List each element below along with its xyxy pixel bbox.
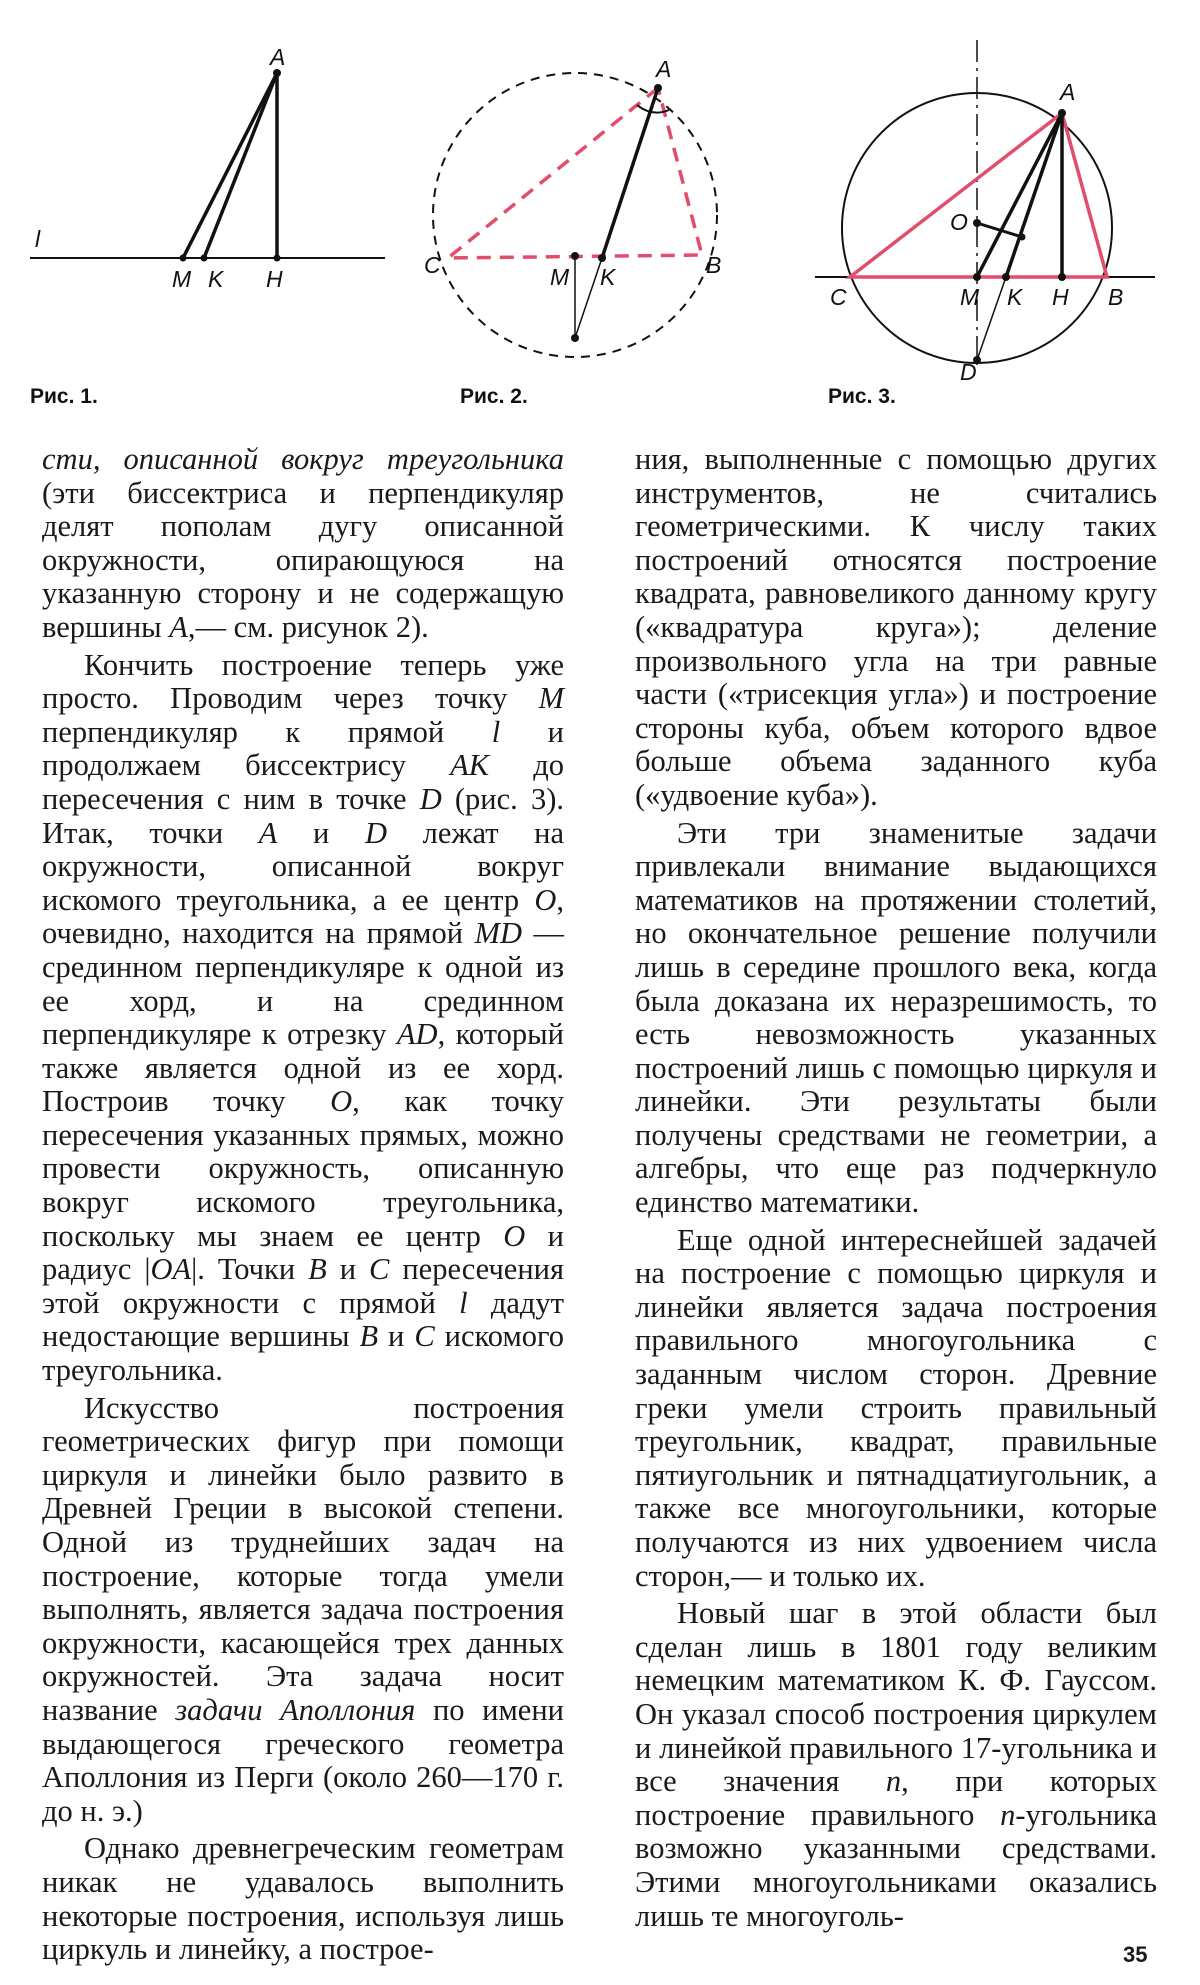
paragraph (42, 1832, 564, 1966)
label-b: B (1108, 284, 1124, 310)
label-m: M (550, 264, 570, 290)
text-span: Кончить построение теперь уже просто. Проводим через точку (42, 647, 564, 716)
text-span: (эти биссектриса и перпендикуляр делят пополам дугу описанной окружности, опирающуюся на указанную сторону и не содержащую вершины (42, 475, 564, 644)
text-span: перпендикуляр к прямой (42, 714, 492, 749)
text-span: и радиус | (42, 1218, 565, 1287)
left-column (42, 443, 564, 1971)
text-span: ,— см. рисунок 2). (187, 609, 429, 644)
figure-3 (810, 40, 1160, 385)
triangle-abc (448, 88, 702, 258)
paragraph: ния, выполненные с помощью других инструментов, не считались геометрическими. К числу таких построений относятся построение квадрата, равновеликого данному кругу («квадратура круга»); деление произвольного угла на три равные части («трисекция угла») и построение стороны куба, объем которого вдвое больше объема заданного куба («удвоение куба»). (635, 442, 1157, 812)
text-span: (рис. 3). Итак, точки (42, 781, 564, 850)
figure-3-drawing (810, 40, 1160, 385)
label-b: B (706, 252, 722, 278)
label-a: A (270, 44, 286, 70)
math-var: B (359, 1319, 379, 1354)
paragraph (635, 1597, 1157, 1933)
bisector-ak (602, 88, 658, 258)
text-span: и (326, 1252, 370, 1287)
point-a (654, 84, 662, 92)
text-span: искомого треугольника. (42, 1319, 564, 1388)
point-m (571, 252, 579, 260)
label-d: D (960, 359, 977, 385)
point-k (1002, 273, 1010, 281)
math-var: C (369, 1252, 390, 1287)
math-var: O (503, 1218, 526, 1253)
point-m (973, 273, 981, 281)
text-span: Искусство построения геометрических фигур при помощи циркуля и линейки было развито в Древней Греции в высокой степени. Одной из труднейших задач на построение, которые тогда умели выполнять, является задача построения окружности, касающейся трех данных окружностей. Эта задача носит название (42, 1390, 564, 1727)
point-h (274, 255, 281, 262)
label-l: l (35, 226, 41, 252)
figure-2 (420, 55, 740, 355)
paragraph (42, 443, 564, 645)
paragraph: Еще одной интереснейшей задачей на построение с помощью циркуля и линейки является задача построения правильного многоугольника с заданным числом сторон. Древние греки умели строить правильный треугольник, квадрат, правильные пятиугольник и пятнадцатиугольник, а также все многоугольники, которые получаются из них удвоением числа сторон,— и только их. (635, 1222, 1157, 1593)
figure-1 (30, 44, 390, 305)
italic-phrase: задачи Аполлония (175, 1692, 416, 1727)
segment-am (977, 113, 1062, 277)
label-a: A (1060, 79, 1076, 105)
math-var: D (419, 781, 442, 816)
label-c: C (424, 252, 441, 278)
paragraph (42, 1392, 564, 1829)
text-span: — срединном перпендикуляре к одной из ее хорд, и на срединном перпендикуляре к отрезку (42, 916, 565, 1052)
math-var: M (538, 681, 564, 716)
figure-2-caption: Рис. 2. (460, 385, 528, 408)
point-k (201, 255, 208, 262)
point-m (180, 255, 187, 262)
label-k: K (208, 266, 224, 292)
bisector-extension (977, 277, 1006, 360)
math-var: l (491, 714, 501, 749)
label-c: C (830, 284, 847, 310)
label-h: H (266, 266, 283, 292)
point-k (598, 254, 606, 262)
math-var: AD (396, 1017, 438, 1052)
math-var: OA (150, 1252, 192, 1287)
math-var: A (258, 815, 278, 850)
text-span: , при которых построение правильного (635, 1764, 1157, 1832)
math-var: l (459, 1285, 468, 1320)
text-span: -угольника возможно указанными средствами. Этими многоугольниками оказались лишь те многоуголь- (635, 1797, 1157, 1933)
text-span: лежат на окружности, описанной вокруг искомого треугольника, а ее центр (42, 815, 564, 917)
text-span: дадут недостающие вершины (42, 1285, 564, 1354)
text-span: Новый шаг в этой области был сделан лишь в 1801 году великим немецким математиком К. Ф. Гауссом. Он указал способ построения циркулем и линейкой правильного 17-угольника и все значения (635, 1596, 1157, 1799)
paragraph: Эти три знаменитые задачи привлекали внимание выдающихся математиков на протяжении столетий, но окончательное решение получили лишь в середине прошлого века, когда была доказана их неразрешимость, то есть невозможность указанных построений лишь с помощью циркуля и линейки. Эти результаты были получены средствами не геометрии, а алгебры, что еще раз подчеркнуло единство математики. (635, 815, 1157, 1220)
text-span: |. Точки (191, 1252, 309, 1287)
label-h: H (1052, 284, 1069, 310)
math-var: D (364, 815, 388, 850)
text-span: Однако древнегреческим геометрам никак не удавалось выполнить некоторые построения, используя лишь циркуль и линейку, а построе- (42, 1831, 564, 1967)
text-span: , как точку пересечения указанных прямых, можно провести окружность, описанную вокруг искомого треугольника, поскольку мы знаем ее центр (42, 1084, 564, 1253)
label-m: M (960, 284, 980, 310)
point-o (973, 219, 981, 227)
label-a: A (656, 56, 672, 82)
point-d (571, 334, 579, 342)
label-m: M (172, 266, 192, 292)
math-var: B (308, 1252, 327, 1287)
math-var: O (330, 1084, 353, 1119)
label-k: K (1007, 284, 1023, 310)
right-column (635, 443, 1157, 1937)
figure-1-drawing (30, 44, 390, 305)
triangle-abc (850, 113, 1107, 277)
math-var: O (534, 882, 557, 917)
point-a (273, 69, 281, 77)
text-span: и (277, 815, 365, 850)
text-span: , очевидно, находится на прямой (42, 882, 564, 951)
paragraph (42, 649, 564, 1388)
figure-2-drawing (420, 55, 740, 355)
point-a (1058, 109, 1066, 117)
bisector-extension (575, 258, 602, 338)
math-var: A (169, 609, 188, 644)
text-span: по имени выдающегося греческого геометра Аполлония из Перги (около 260—170 г. до н. э.) (42, 1692, 564, 1828)
figure-1-caption: Рис. 1. (30, 385, 98, 408)
text-span: пересечения этой окружности с прямой (42, 1252, 564, 1320)
segment-am (183, 73, 277, 258)
point-mid-ad (1019, 234, 1026, 241)
figure-3-caption: Рис. 3. (828, 385, 896, 408)
math-var: n (885, 1764, 902, 1799)
text-span: до пересечения с ним в точке (42, 748, 564, 816)
segment-ak (204, 73, 277, 258)
text-span: и продолжаем биссектрису (42, 714, 564, 783)
point-h (1058, 273, 1066, 281)
math-var: AK (450, 748, 490, 783)
label-o: O (950, 209, 968, 235)
math-var: C (414, 1319, 435, 1354)
page-number: 35 (1123, 1942, 1148, 1967)
text-span: , который также является одной из ее хорд. Построив точку (42, 1017, 564, 1119)
italic-phrase: сти, описанной вокруг треугольника (42, 442, 564, 476)
math-var: MD (474, 916, 522, 951)
math-var: n (1000, 1797, 1016, 1832)
text-span: и (378, 1319, 415, 1354)
segment-ak (1006, 113, 1062, 277)
label-k: K (600, 264, 616, 290)
